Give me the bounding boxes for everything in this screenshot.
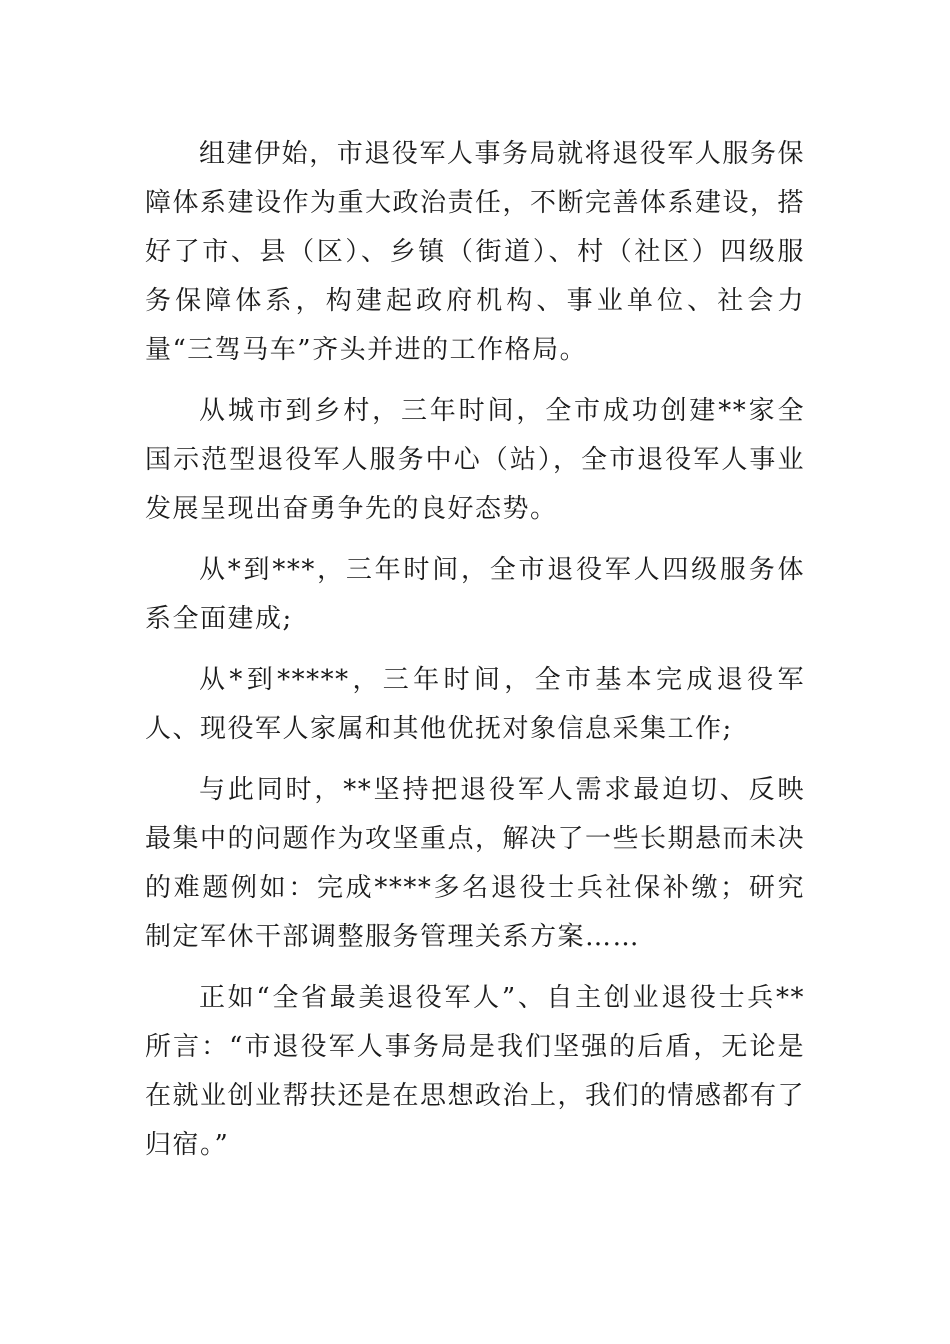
paragraph-3: 从*到***，三年时间，全市退役军人四级服务体系全面建成; [145, 555, 805, 634]
paragraph-1: 组建伊始，市退役军人事务局就将退役军人服务保障体系建设作为重大政治责任，不断完善体系建设，搭好了市、县（区）、乡镇（街道）、村（社区）四级服务保障体系，构建起政府机构、事业单位、社会力量“三驾马车”齐头并进的工作格局。 [145, 139, 806, 365]
paragraph-4: 从*到*****，三年时间，全市基本完成退役军人、现役军人家属和其他优抚对象信息采集工作; [145, 665, 805, 744]
paragraph-2: 从城市到乡村，三年时间，全市成功创建**家全国示范型退役军人服务中心（站），全市退役军人事业发展呈现出奋勇争先的良好态势。 [145, 396, 805, 524]
paragraph-6: 正如“全省最美退役军人”、自主创业退役士兵**所言：“市退役军人事务局是我们坚强的后盾，无论是在就业创业帮扶还是在思想政治上，我们的情感都有了归宿。” [145, 983, 806, 1160]
document-body [145, 130, 805, 1182]
paragraph-5: 与此同时，**坚持把退役军人需求最迫切、反映最集中的问题作为攻坚重点，解决了一些长期悬而未决的难题例如：完成****多名退役士兵社保补缴；研究制定军休干部调整服务管理关系方案…… [145, 775, 806, 952]
